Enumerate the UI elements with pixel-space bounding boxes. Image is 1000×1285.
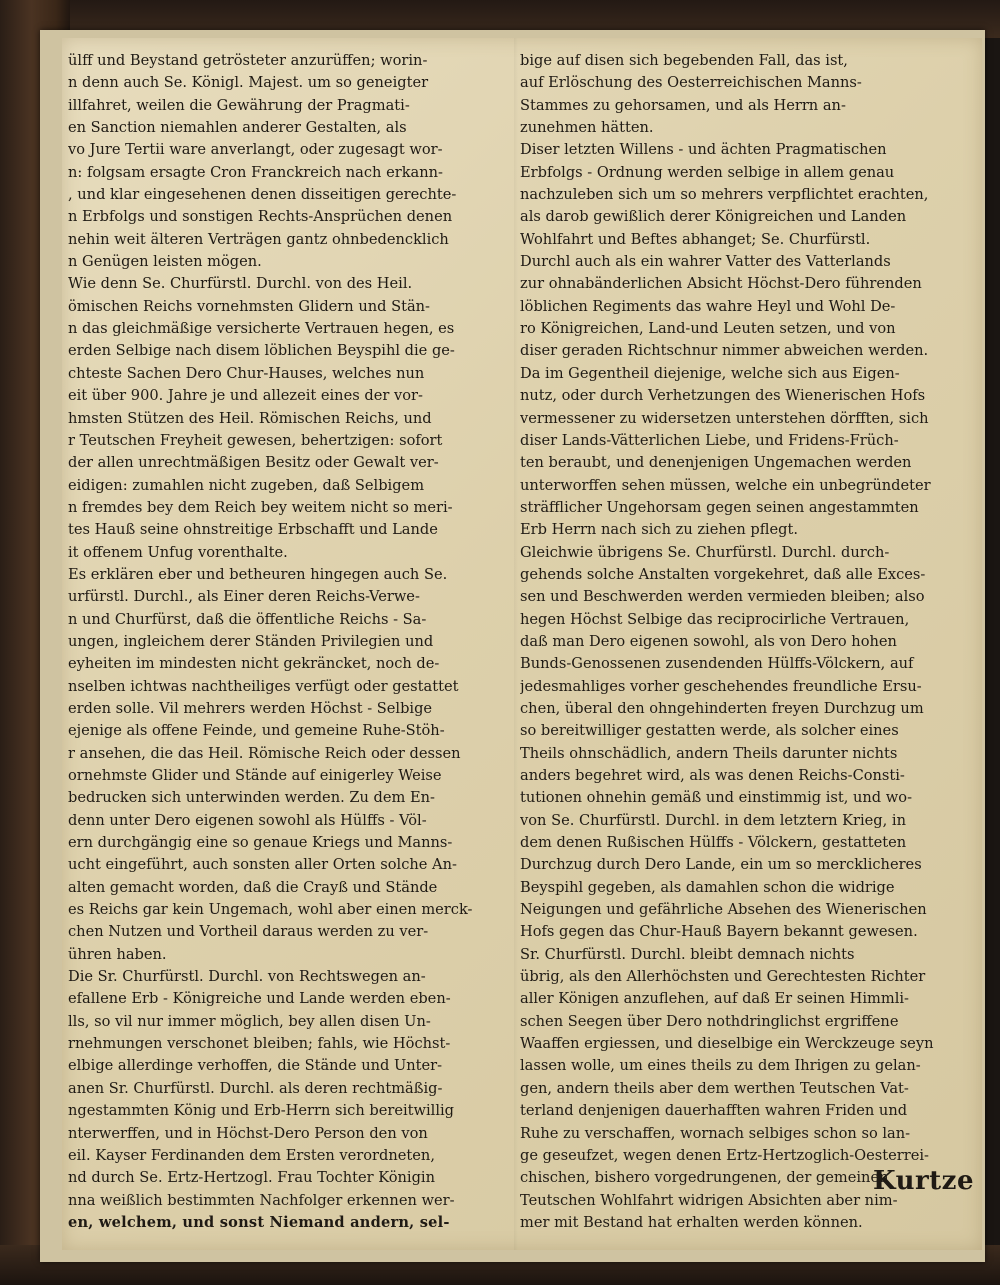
text-line: sen und Beschwerden werden vermieden bleiben; also bbox=[520, 588, 925, 606]
text-line: Sr. Churfürstl. Durchl. bleibt demnach nichts bbox=[520, 945, 855, 963]
text-line: anders begehret wird, als was denen Reichs-Consti- bbox=[520, 767, 905, 784]
text-line: nutz, oder durch Verhetzungen des Wienerischen Hofs bbox=[520, 387, 926, 405]
text-line: tes Hauß seine ohnstreitige Erbschafft und Lande bbox=[68, 521, 438, 539]
text-line: en Sanction niemahlen anderer Gestalten, als bbox=[68, 119, 407, 137]
text-line: Es erklären eber und betheuren hingegen auch Se. bbox=[68, 565, 448, 583]
text-line: hegen Höchst Selbige das reciprocirliche Vertrauen, bbox=[520, 610, 910, 628]
text-line: Erb Herrn nach sich zu ziehen pflegt. bbox=[520, 521, 798, 539]
text-line: auf Erlöschung des Oesterreichischen Manns- bbox=[520, 74, 862, 92]
text-line: eidigen: zumahlen nicht zugeben, daß Selbigem bbox=[68, 476, 425, 494]
text-line: n: folgsam ersagte Cron Franckreich nach erkann- bbox=[68, 163, 443, 181]
text-line: Ruhe zu verschaffen, wornach selbiges schon so lan- bbox=[520, 1124, 911, 1142]
text-line: diser Lands-Vätterlichen Liebe, und Fridens-Früch- bbox=[520, 431, 899, 449]
text-line: sträfflicher Ungehorsam gegen seinen angestammten bbox=[520, 498, 919, 516]
text-line: so bereitwilliger gestatten werde, als solcher eines bbox=[520, 722, 899, 740]
text-line: eyheiten im mindesten nicht gekräncket, noch de- bbox=[68, 655, 440, 673]
text-line: hmsten Stützen des Heil. Römischen Reichs, und bbox=[68, 409, 432, 427]
document-page bbox=[62, 38, 982, 1250]
text-line: der allen unrechtmäßigen Besitz oder Gewalt ver- bbox=[68, 454, 439, 472]
right-text-column bbox=[520, 50, 972, 1234]
text-line: illfahret, weilen die Gewährung der Pragmati- bbox=[68, 96, 410, 114]
text-line: lls, so vil nur immer möglich, bey allen disen Un- bbox=[68, 1012, 431, 1030]
text-line: ten beraubt, und denenjenigen Ungemachen werden bbox=[520, 454, 912, 472]
text-line: lassen wolle, um eines theils zu dem Ihrigen zu gelan- bbox=[520, 1057, 921, 1075]
text-line: Waaffen ergiessen, und dieselbige ein Werckzeuge seyn bbox=[520, 1035, 934, 1053]
text-line: terland denjenigen dauerhafften wahren Friden und bbox=[520, 1102, 908, 1120]
text-line: Wohlfahrt und Beftes abhanget; Se. Churfürstl. bbox=[520, 230, 871, 248]
text-line: en, welchem, und sonst Niemand andern, sel- bbox=[68, 1213, 450, 1231]
catchword: Kurtze bbox=[873, 1166, 974, 1196]
text-line: r Teutschen Freyheit gewesen, behertzigen: sofort bbox=[68, 431, 443, 449]
text-line: gehends solche Anstalten vorgekehret, daß alle Exces- bbox=[520, 565, 926, 583]
text-line: bige auf disen sich begebenden Fall, das ist, bbox=[520, 52, 848, 69]
text-line: mer mit Bestand hat erhalten werden können. bbox=[520, 1213, 863, 1231]
text-line: diser geraden Richtschnur nimmer abweichen werden. bbox=[520, 342, 929, 360]
text-line: chischen, bishero vorgedrungenen, der gemeinen bbox=[520, 1169, 889, 1187]
text-line: alten gemacht worden, daß die Crayß und Stände bbox=[68, 878, 438, 896]
left-text-column bbox=[68, 50, 514, 1234]
text-line: ülff und Beystand getrösteter anzurüffen; worin- bbox=[68, 52, 428, 69]
text-line: es Reichs gar kein Ungemach, wohl aber einen merck- bbox=[68, 901, 473, 919]
text-line: ucht eingeführt, auch sonsten aller Orten solche An- bbox=[68, 856, 457, 874]
text-line: chen, überal den ohngehinderten freyen Durchzug um bbox=[520, 699, 924, 717]
text-line: ömischen Reichs vornehmsten Glidern und Stän- bbox=[68, 297, 430, 315]
text-line: daß man Dero eigenen sowohl, als von Dero hohen bbox=[520, 632, 897, 650]
text-line: bedrucken sich unterwinden werden. Zu dem En- bbox=[68, 789, 435, 807]
text-line: nna weißlich bestimmten Nachfolger erkennen wer- bbox=[68, 1191, 455, 1209]
text-line: Erbfolgs - Ordnung werden selbige in allem genau bbox=[520, 163, 895, 181]
text-line: n Erbfolgs und sonstigen Rechts-Ansprüchen denen bbox=[68, 208, 453, 226]
text-line: n fremdes bey dem Reich bey weitem nicht so meri- bbox=[68, 498, 453, 516]
text-line: it offenem Unfug vorenthalte. bbox=[68, 543, 288, 561]
text-line: als darob gewißlich derer Königreichen und Landen bbox=[520, 208, 907, 226]
text-line: Gleichwie übrigens Se. Churfürstl. Durchl. durch- bbox=[520, 543, 890, 561]
text-line: n und Churfürst, daß die öffentliche Reichs - Sa- bbox=[68, 610, 427, 628]
text-line: ühren haben. bbox=[68, 945, 167, 963]
text-line: r ansehen, die das Heil. Römische Reich oder dessen bbox=[68, 744, 461, 762]
text-line: unterworffen sehen müssen, welche ein unbegründeter bbox=[520, 476, 931, 494]
text-line: Neigungen und gefährliche Absehen des Wienerischen bbox=[520, 901, 927, 919]
text-line: denn unter Dero eigenen sowohl als Hülffs - Völ- bbox=[68, 811, 427, 829]
text-line: ejenige als offene Feinde, und gemeine Ruhe-Stöh- bbox=[68, 722, 445, 740]
text-line: elbige allerdinge verhoffen, die Stände und Unter- bbox=[68, 1057, 443, 1075]
text-line: Durchzug durch Dero Lande, ein um so mercklicheres bbox=[520, 856, 922, 874]
text-line: jedesmahliges vorher geschehendes freundliche Ersu- bbox=[520, 677, 922, 695]
text-line: Da im Gegentheil diejenige, welche sich aus Eigen- bbox=[520, 364, 900, 382]
text-line: chen Nutzen und Vortheil daraus werden zu ver- bbox=[68, 923, 429, 941]
text-line: , und klar eingesehenen denen disseitigen gerechte- bbox=[68, 186, 457, 204]
text-line: dem denen Rußischen Hülffs - Völckern, gestatteten bbox=[520, 834, 907, 852]
text-line: nachzuleben sich um so mehrers verpflichtet erachten, bbox=[520, 186, 929, 204]
text-line: übrig, als den Allerhöchsten und Gerechtesten Richter bbox=[520, 968, 926, 986]
text-line: vermessener zu widersetzen unterstehen dörfften, sich bbox=[520, 409, 929, 427]
column-gutter bbox=[514, 38, 518, 1250]
text-line: efallene Erb - Königreiche und Lande werden eben- bbox=[68, 990, 451, 1008]
text-line: erden Selbige nach disem löblichen Beyspihl die ge- bbox=[68, 342, 455, 360]
text-line: ornehmste Glider und Stände auf einigerley Weise bbox=[68, 767, 442, 784]
text-line: n denn auch Se. Königl. Majest. um so geneigter bbox=[68, 74, 429, 92]
text-line: rnehmungen verschonet bleiben; fahls, wie Höchst- bbox=[68, 1035, 451, 1053]
text-line: erden solle. Vil mehrers werden Höchst - Selbige bbox=[68, 699, 433, 717]
text-line: tutionen ohnehin gemäß und einstimmig ist, und wo- bbox=[520, 789, 913, 807]
text-line: schen Seegen über Dero nothdringlichst ergriffene bbox=[520, 1012, 899, 1030]
text-line: ge geseufzet, wegen denen Ertz-Hertzoglich-Oesterrei- bbox=[520, 1146, 929, 1164]
text-line: aller Königen anzuflehen, auf daß Er seinen Himmli- bbox=[520, 990, 909, 1008]
text-line: Teutschen Wohlfahrt widrigen Absichten aber nim- bbox=[520, 1191, 898, 1209]
text-line: nd durch Se. Ertz-Hertzogl. Frau Tochter Königin bbox=[68, 1169, 435, 1187]
text-line: eit über 900. Jahre je und allezeit eines der vor- bbox=[68, 387, 423, 405]
text-line: Bunds-Genossenen zusendenden Hülffs-Völckern, auf bbox=[520, 655, 914, 673]
text-line: n Genügen leisten mögen. bbox=[68, 253, 262, 271]
text-line: zunehmen hätten. bbox=[520, 119, 654, 137]
text-line: nterwerffen, und in Höchst-Dero Person den von bbox=[68, 1124, 428, 1142]
text-line: ngestammten König und Erb-Herrn sich bereitwillig bbox=[68, 1102, 455, 1120]
text-line: urfürstl. Durchl., als Einer deren Reichs-Verwe- bbox=[68, 588, 420, 606]
text-line: löblichen Regiments das wahre Heyl und Wohl De- bbox=[520, 297, 896, 315]
text-line: Theils ohnschädlich, andern Theils darunter nichts bbox=[520, 744, 898, 762]
text-line: nselben ichtwas nachtheiliges verfügt oder gestattet bbox=[68, 677, 459, 695]
text-line: Durchl auch als ein wahrer Vatter des Vatterlands bbox=[520, 253, 891, 271]
text-line: Stammes zu gehorsamen, und als Herrn an- bbox=[520, 96, 846, 114]
text-line: zur ohnabänderlichen Absicht Höchst-Dero führenden bbox=[520, 275, 922, 293]
text-line: n das gleichmäßige versicherte Vertrauen hegen, es bbox=[68, 320, 455, 338]
text-line: nehin weit älteren Verträgen gantz ohnbedencklich bbox=[68, 230, 449, 248]
text-line: chteste Sachen Dero Chur-Hauses, welches nun bbox=[68, 364, 425, 382]
text-line: Wie denn Se. Churfürstl. Durchl. von des Heil. bbox=[68, 275, 413, 293]
text-line: Hofs gegen das Chur-Hauß Bayern bekannt gewesen. bbox=[520, 923, 918, 941]
text-line: von Se. Churfürstl. Durchl. in dem letztern Krieg, in bbox=[520, 811, 906, 829]
text-line: Diser letzten Willens - und ächten Pragmatischen bbox=[520, 141, 887, 159]
text-line: Beyspihl gegeben, als damahlen schon die widrige bbox=[520, 878, 895, 896]
text-line: ro Königreichen, Land-und Leuten setzen, und von bbox=[520, 320, 896, 338]
text-line: vo Jure Tertii ware anverlangt, oder zugesagt wor- bbox=[68, 141, 443, 159]
text-line: gen, andern theils aber dem werthen Teutschen Vat- bbox=[520, 1079, 909, 1097]
text-line: ern durchgängig eine so genaue Kriegs und Manns- bbox=[68, 834, 453, 852]
text-line: anen Sr. Churfürstl. Durchl. als deren rechtmäßig- bbox=[68, 1079, 443, 1097]
text-line: eil. Kayser Ferdinanden dem Ersten verordneten, bbox=[68, 1146, 435, 1164]
text-line: ungen, ingleichem derer Ständen Privilegien und bbox=[68, 632, 434, 650]
text-line: Die Sr. Churfürstl. Durchl. von Rechtswegen an- bbox=[68, 968, 426, 986]
